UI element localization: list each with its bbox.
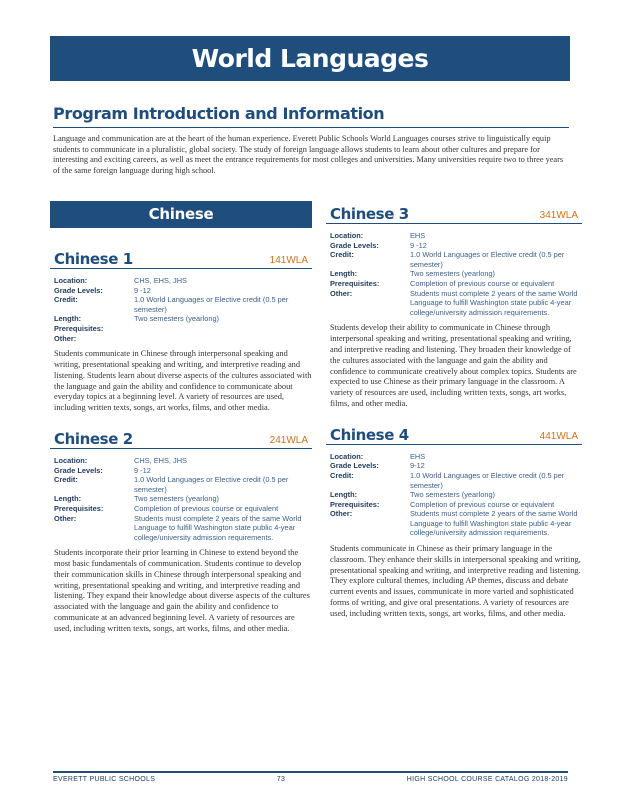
course-header — [326, 422, 582, 445]
section-heading-chinese — [50, 201, 312, 228]
credit-value: 1.0 World Languages or Elective credit (0.5 per semester) — [134, 475, 289, 494]
prerequisites-value: Completion of previous course or equivalent — [410, 499, 555, 509]
course-description: Students incorporate their prior learning in Chinese to extend beyond the most basic fundamentals of communication. Students continue to develop their communication skills in Chinese through interpersonal speaking and writing, presentational speaking and writing, and interpretive reading and listening. They expand their knowledge about diverse aspects of the cultures associated with the language and gain the ability and confidence to communicate at an advanced beginning level. A variety of resources are used, including written texts, songs, art works, films, and other media. — [54, 548, 310, 633]
other-label: Other: — [330, 509, 353, 519]
length-value: Two semesters (yearlong) — [134, 494, 220, 504]
course-details — [326, 231, 582, 317]
other-value — [134, 334, 312, 344]
grade-levels-value: 9 -12 — [134, 285, 151, 295]
length-label: Length: — [330, 269, 358, 279]
course-header — [326, 201, 582, 224]
page-banner — [50, 36, 570, 81]
course-chinese-2 — [50, 426, 312, 635]
footer-catalog-title: HIGH SCHOOL COURSE CATALOG 2018-2019 — [406, 776, 568, 783]
section-heading-label: Chinese — [148, 205, 214, 223]
course-title: Chinese 2 — [54, 429, 133, 448]
intro-paragraph: Language and communication are at the heart of the human experience. Everett Public Schools World Languages courses strive to linguistically equip students to communicate in a pluralistic, global society. The study of foreign language allows students to learn about other cultures and prepare for interesting and exciting careers, as well as meet the entrance requirements for most colleges and universities. Many universities require two to three years of the same foreign language during high school. — [53, 134, 564, 175]
credit-label: Credit: — [54, 295, 78, 305]
prerequisites-label: Prerequisites: — [330, 499, 380, 509]
intro-divider — [53, 127, 569, 128]
banner-title: World Languages — [191, 44, 429, 73]
course-details — [50, 456, 312, 542]
prerequisites-value: Completion of previous course or equivalent — [410, 278, 555, 288]
location-label: Location: — [330, 451, 364, 461]
grade-levels-label: Grade Levels: — [54, 465, 103, 475]
footer-district: EVERETT PUBLIC SCHOOLS — [53, 776, 156, 783]
length-value: Two semesters (yearlong) — [410, 269, 496, 279]
credit-label: Credit: — [54, 475, 78, 485]
course-description: Students develop their ability to communicate in Chinese through interpersonal speaking and writing, presentational speaking and writing, and interpretive reading and listening. They broaden their knowledge of the cultures associated with the language and gain the ability and confidence to communicate creatively about complex topics. Students are expected to use Chinese as their primary language in the classroom. A variety of resources are used, including written texts, songs, art works, films, and other media. — [330, 323, 577, 408]
prerequisites-value: Completion of previous course or equivalent — [134, 503, 279, 513]
credit-label: Credit: — [330, 250, 354, 260]
prerequisites-value — [134, 324, 312, 334]
page-footer — [53, 771, 568, 783]
course-details — [326, 452, 582, 538]
credit-value: 1.0 World Languages or Elective credit (0.5 per semester) — [410, 250, 565, 269]
course-details — [50, 276, 312, 343]
grade-levels-value: 9 -12 — [134, 465, 151, 475]
length-label: Length: — [54, 494, 82, 504]
course-code: 241WLA — [269, 434, 308, 446]
other-label: Other: — [54, 513, 77, 523]
credit-value: 1.0 World Languages or Elective credit (0.5 per semester) — [410, 470, 565, 490]
other-label: Other: — [330, 288, 353, 298]
course-description: Students communicate in Chinese through interpersonal speaking and writing, presentational speaking and writing, and interpretive reading and listening. Students learn about diverse aspects of the cultures associated with the language and gain the ability and confidence to communicate about everyday topics at a beginning level. A variety of resources are used, including written texts, songs, art works, films, and other media. — [54, 349, 312, 413]
location-value: EHS — [410, 231, 426, 240]
location-label: Location: — [54, 455, 88, 465]
location-value: EHS — [410, 451, 426, 461]
prerequisites-label: Prerequisites: — [330, 278, 380, 288]
location-label: Location: — [54, 276, 88, 285]
grade-levels-value: 9-12 — [410, 461, 425, 471]
grade-levels-label: Grade Levels: — [330, 461, 379, 471]
prerequisites-label: Prerequisites: — [54, 503, 104, 513]
grade-levels-value: 9 -12 — [410, 240, 427, 250]
length-label: Length: — [54, 314, 82, 324]
course-header — [50, 246, 312, 269]
prerequisites-label: Prerequisites: — [54, 323, 104, 333]
course-code: 141WLA — [269, 255, 308, 266]
course-chinese-1 — [50, 246, 312, 414]
location-value: CHS, EHS, JHS — [134, 276, 187, 285]
course-title: Chinese 4 — [330, 425, 409, 444]
other-value: Students must complete 2 years of the same World Language to fulfill Washington state public 4-year college/university admission requirements. — [134, 513, 302, 542]
length-label: Length: — [330, 490, 358, 500]
length-value: Two semesters (yearlong) — [410, 490, 496, 500]
grade-levels-label: Grade Levels: — [54, 285, 103, 295]
intro-heading: Program Introduction and Information — [53, 104, 385, 123]
other-value: Students must complete 2 years of the same World Language to fulfill Washington state public 4-year college/university admission requirements. — [410, 288, 578, 317]
footer-page-number: 73 — [276, 776, 286, 783]
credit-value: 1.0 World Languages or Elective credit (0.5 per semester) — [134, 295, 289, 314]
location-value: CHS, EHS, JHS — [134, 455, 187, 465]
location-label: Location: — [330, 231, 364, 240]
course-code: 441WLA — [539, 430, 578, 442]
credit-label: Credit: — [330, 470, 354, 480]
course-header — [50, 426, 312, 449]
course-chinese-4 — [326, 422, 582, 620]
course-chinese-3 — [326, 201, 582, 410]
course-title: Chinese 1 — [54, 250, 133, 268]
other-value: Students must complete 2 years of the same World Language to fulfill Washington state public 4-year college/university admission requirements. — [410, 509, 578, 538]
course-title: Chinese 3 — [330, 205, 409, 223]
length-value: Two semesters (yearlong) — [134, 314, 220, 324]
grade-levels-label: Grade Levels: — [330, 240, 379, 250]
course-code: 341WLA — [539, 210, 578, 221]
left-column — [50, 201, 312, 635]
right-column — [326, 201, 582, 620]
other-label: Other: — [54, 333, 77, 343]
course-description: Students communicate in Chinese as their primary language in the classroom. They enhance their skills in interpersonal speaking and writing, presentational speaking and writing, and interpretive reading and listening. They explore cultural themes, including AP themes, discuss and debate current events and issues, communicate in more varied and sophisticated forms of writing, and give oral presentations. A variety of resources are used, including written texts, songs, art works, films, and other media. — [330, 544, 581, 618]
